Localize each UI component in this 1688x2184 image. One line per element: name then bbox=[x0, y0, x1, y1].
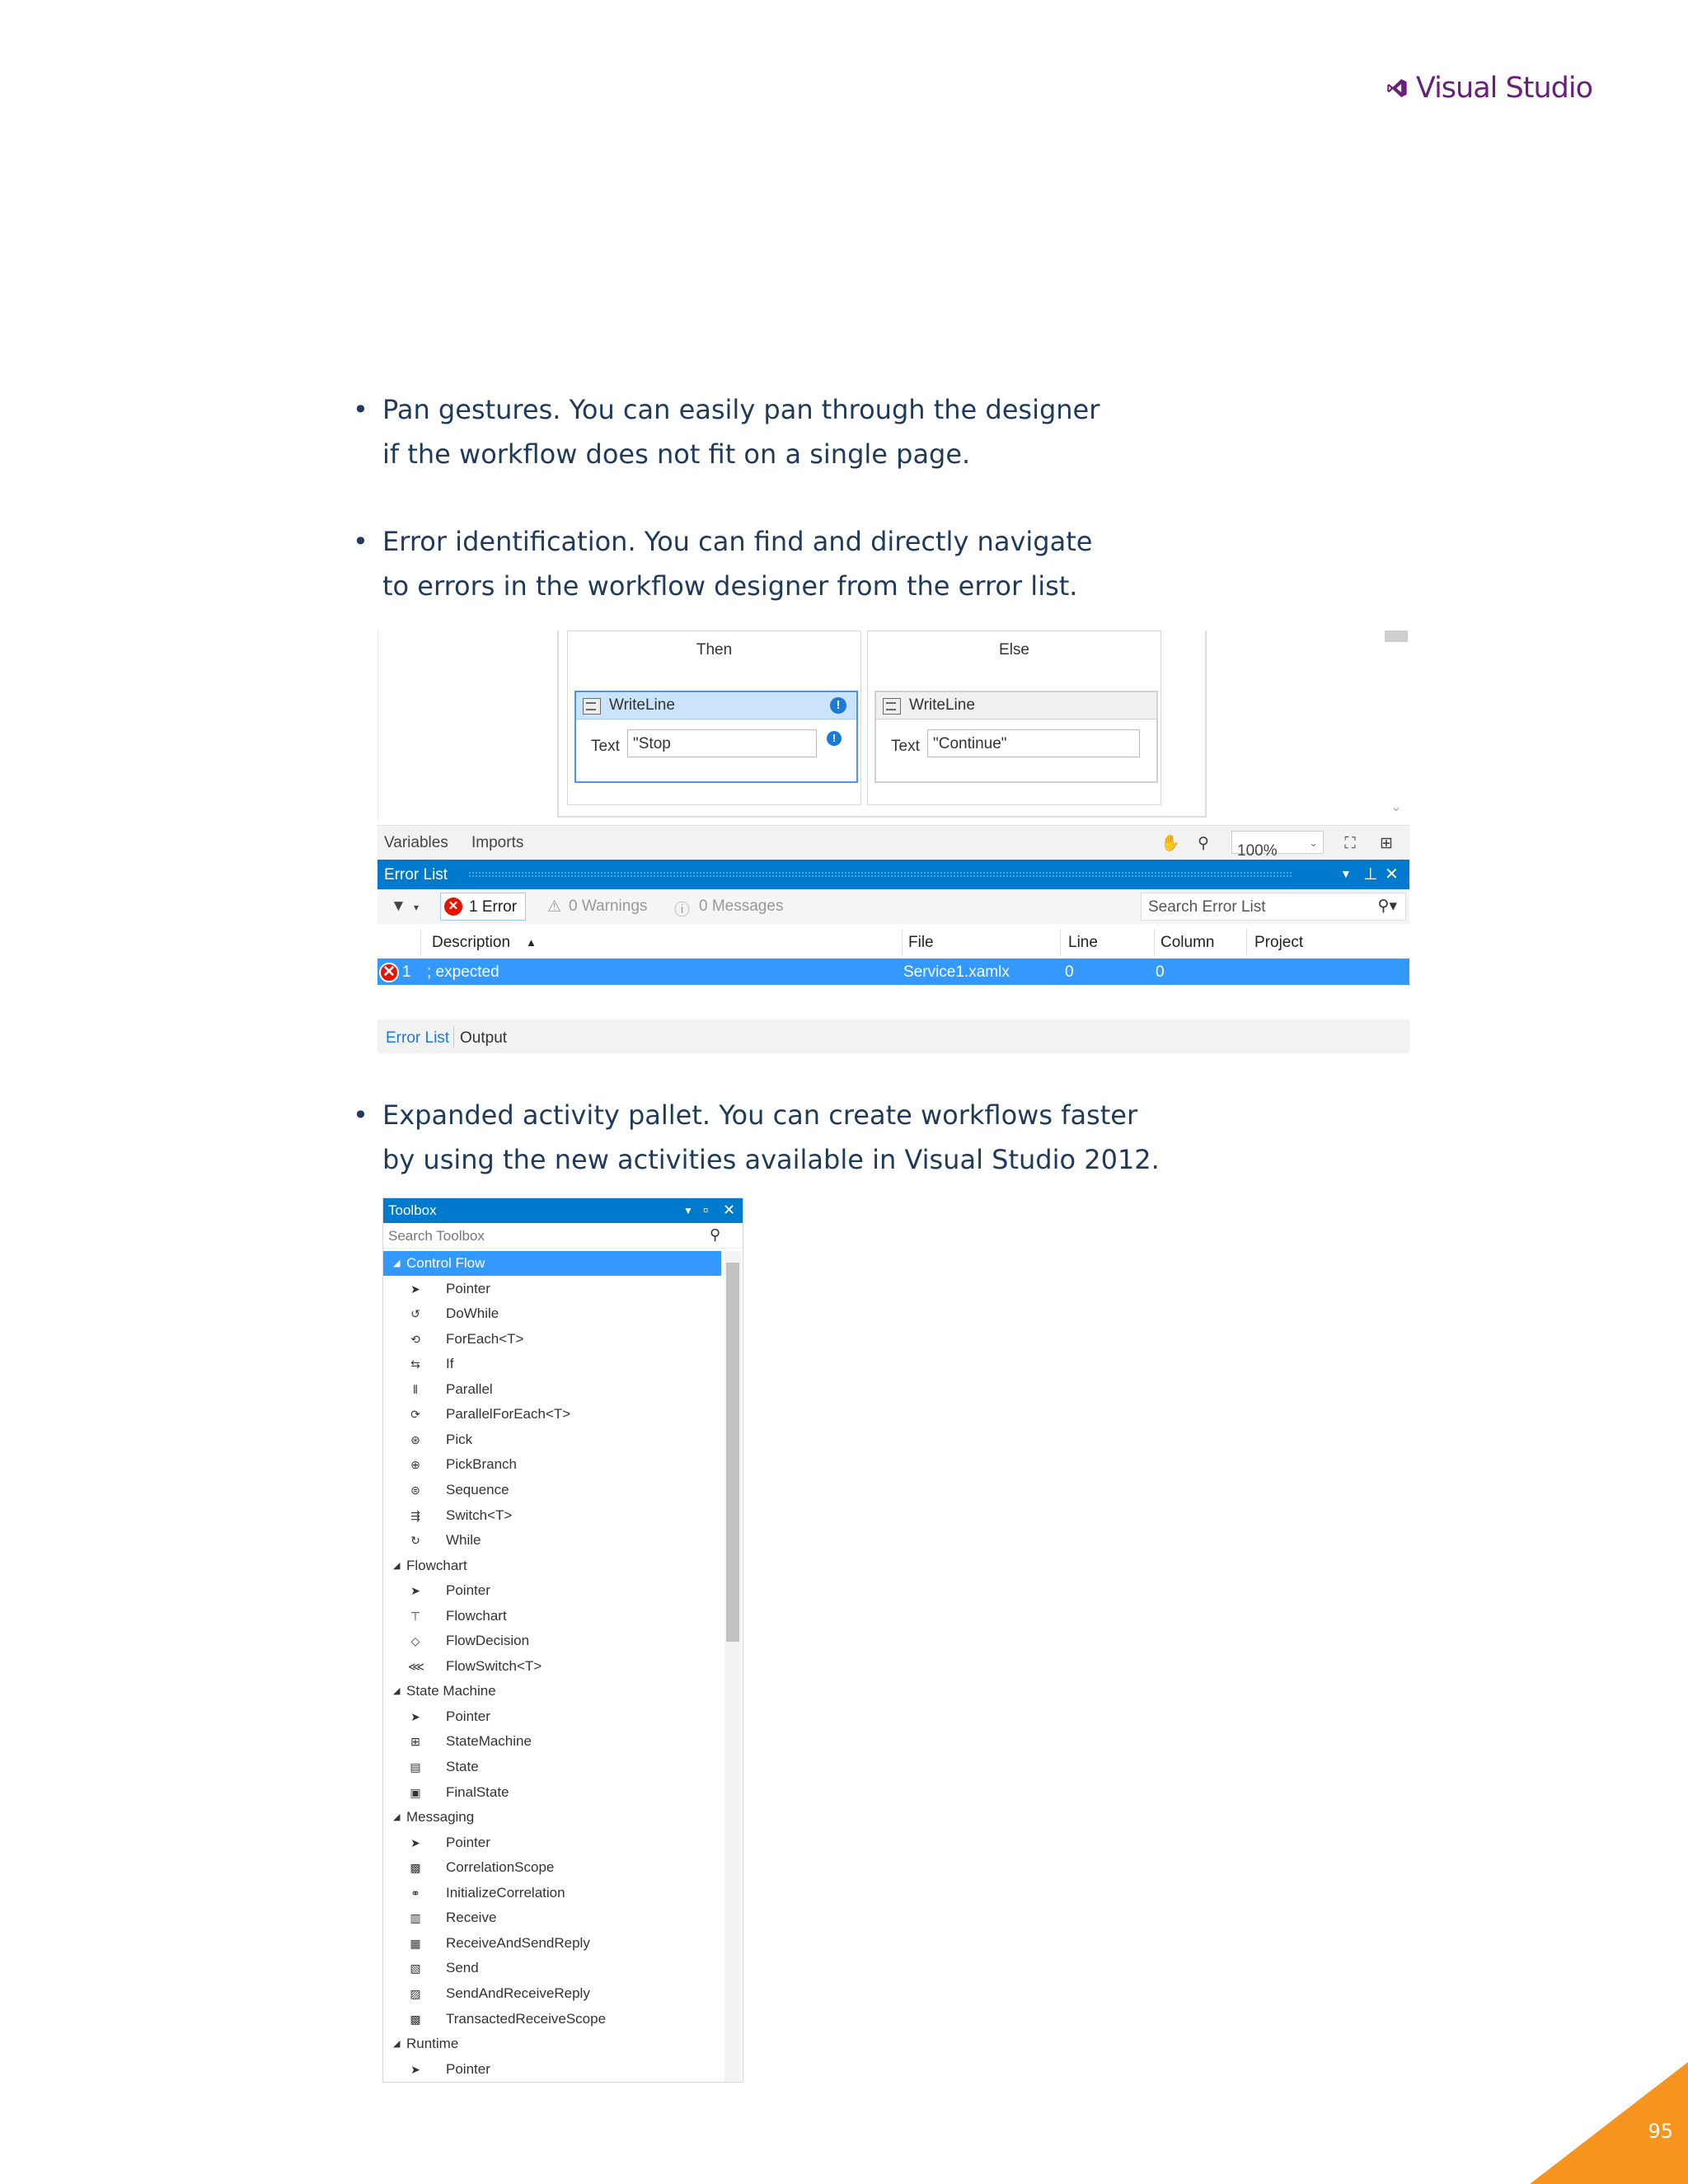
error-row[interactable] bbox=[377, 958, 1409, 985]
column-file[interactable]: File bbox=[908, 934, 934, 951]
expand-triangle-icon[interactable]: ◢ bbox=[393, 1812, 401, 1823]
toolbox-item[interactable] bbox=[383, 1301, 721, 1326]
dowhile-icon: ↺ bbox=[410, 1307, 420, 1321]
while-icon: ↻ bbox=[410, 1534, 420, 1548]
warning-icon: ⚠ bbox=[547, 898, 562, 916]
correlationscope-icon: ▩ bbox=[410, 1861, 421, 1875]
error-column: 0 bbox=[1156, 963, 1165, 981]
toolbox-search-input[interactable] bbox=[383, 1223, 743, 1249]
state-icon: ▤ bbox=[410, 1760, 421, 1774]
logo-text: Visual Studio bbox=[1415, 72, 1592, 105]
column-divider bbox=[902, 929, 903, 955]
column-divider bbox=[420, 929, 421, 955]
toolbox-item[interactable] bbox=[383, 2007, 721, 2032]
search-icon[interactable]: ⚲▾ bbox=[1377, 898, 1397, 915]
expand-triangle-icon[interactable]: ◢ bbox=[393, 2039, 401, 2050]
search-placeholder: Search Error List bbox=[1148, 898, 1266, 916]
toolbox-item[interactable] bbox=[383, 1956, 721, 1980]
toolbox-row-label: ReceiveAndSendReply bbox=[446, 1934, 590, 1951]
toolbox-item[interactable] bbox=[383, 1478, 721, 1502]
pin-icon[interactable]: ⊥ bbox=[1363, 865, 1378, 883]
toolbox-row-label: Receive bbox=[446, 1910, 497, 1926]
send-icon: ▧ bbox=[410, 1961, 421, 1975]
toolbox-item[interactable] bbox=[383, 1427, 721, 1452]
toolbox-row-label: FlowDecision bbox=[446, 1633, 530, 1649]
toolbox-category[interactable] bbox=[383, 2032, 721, 2056]
messages-filter-button[interactable]: 0 Messages bbox=[699, 898, 784, 915]
bullet-line: Pan gestures. You can easily pan through the designer bbox=[382, 394, 1100, 425]
toolbox-title: Toolbox bbox=[388, 1202, 437, 1218]
toolbox-item[interactable] bbox=[383, 1352, 721, 1376]
toolbox-row-label: If bbox=[446, 1356, 454, 1372]
foreach-icon: ⟲ bbox=[410, 1332, 420, 1346]
toolbox-item[interactable] bbox=[383, 1578, 721, 1603]
statemachine-icon: ⊞ bbox=[410, 1735, 420, 1749]
bullet-line: if the workflow does not fit on a single page. bbox=[382, 438, 971, 470]
receive-icon: ▥ bbox=[410, 1911, 421, 1925]
toolbox-item[interactable] bbox=[383, 1881, 721, 1905]
toolbox-item[interactable] bbox=[383, 2057, 721, 2082]
filter-icon[interactable]: ▼ bbox=[391, 898, 406, 915]
toolbox-row-label: Sequence bbox=[446, 1481, 509, 1497]
bullet-line: by using the new activities available in Visual Studio 2012. bbox=[382, 1144, 1160, 1175]
toolbox-item[interactable] bbox=[383, 1704, 721, 1729]
close-icon[interactable]: ✕ bbox=[1385, 865, 1399, 883]
toolbox-row-label: StateMachine bbox=[446, 1733, 532, 1750]
toolbox-row-label: Pointer bbox=[446, 1834, 490, 1850]
finalstate-icon: ▣ bbox=[410, 1785, 421, 1799]
validation-error-icon[interactable]: ! bbox=[830, 697, 846, 714]
toolbox-category[interactable] bbox=[383, 1554, 721, 1578]
search-icon[interactable]: ⚲ bbox=[710, 1226, 721, 1243]
expand-triangle-icon[interactable]: ◢ bbox=[393, 1560, 401, 1571]
flowchart-icon: ⊤ bbox=[410, 1609, 421, 1623]
zoom-value: 100% bbox=[1237, 842, 1278, 860]
workflow-designer-screenshot bbox=[377, 630, 1409, 1053]
writeline-icon bbox=[883, 698, 901, 715]
toolbox-row-label: InitializeCorrelation bbox=[446, 1884, 565, 1900]
toolbox-row-label: FinalState bbox=[446, 1783, 509, 1800]
bullet-dot: • bbox=[353, 394, 368, 425]
writeline-activity-else[interactable] bbox=[874, 691, 1158, 783]
tab-divider bbox=[453, 1026, 454, 1047]
toolbox-row-label: Control Flow bbox=[406, 1255, 485, 1271]
then-branch bbox=[567, 630, 861, 805]
column-column[interactable]: Column bbox=[1160, 934, 1215, 951]
toolbox-item[interactable] bbox=[383, 1277, 721, 1301]
tab-error-list[interactable]: Error List bbox=[386, 1029, 450, 1047]
toolbox-item[interactable] bbox=[383, 1452, 721, 1477]
transactedreceivescope-icon: ▩ bbox=[410, 2012, 421, 2026]
writeline-icon bbox=[583, 698, 601, 715]
toolbox-row-label: Flowchart bbox=[406, 1557, 467, 1573]
toolbox-row-label: Pick bbox=[446, 1431, 473, 1447]
errors-count-label: 1 Error bbox=[469, 898, 518, 916]
pointer-icon: ➤ bbox=[410, 1282, 420, 1296]
activity-title: WriteLine bbox=[909, 696, 975, 714]
filter-dropdown-icon[interactable]: ▾ bbox=[414, 902, 420, 913]
error-line: 0 bbox=[1065, 963, 1074, 981]
expand-triangle-icon[interactable]: ◢ bbox=[393, 1686, 401, 1697]
overview-map-icon[interactable]: ⊞ bbox=[1380, 835, 1393, 852]
column-divider bbox=[1154, 929, 1155, 955]
pointer-icon: ➤ bbox=[410, 2062, 420, 2076]
page-number: 95 bbox=[1648, 2120, 1673, 2143]
toolbox-item[interactable] bbox=[383, 1981, 721, 2006]
error-icon: ✕ bbox=[444, 898, 462, 916]
toolbox-row-label: While bbox=[446, 1532, 481, 1549]
scrollbar-thumb[interactable] bbox=[726, 1263, 739, 1642]
column-description[interactable]: Description bbox=[432, 934, 511, 951]
error-icon: ✕ bbox=[379, 963, 399, 982]
sort-ascending-icon: ▲ bbox=[526, 936, 537, 949]
pointer-icon: ➤ bbox=[410, 1709, 420, 1723]
bottom-tabs bbox=[377, 1019, 1409, 1053]
canvas-border bbox=[377, 630, 378, 820]
search-placeholder: Search Toolbox bbox=[388, 1228, 485, 1244]
text-field-input[interactable]: "Stop bbox=[627, 729, 817, 757]
maximize-icon[interactable]: ▫ bbox=[703, 1202, 709, 1218]
parallel-icon: ⫴ bbox=[413, 1382, 418, 1396]
bullet-dot: • bbox=[353, 526, 368, 557]
field-error-icon[interactable]: ! bbox=[827, 731, 842, 746]
toolbox-item[interactable] bbox=[383, 1905, 721, 1930]
toolbox-item[interactable] bbox=[383, 1755, 721, 1779]
toolbox-item[interactable] bbox=[383, 1327, 721, 1352]
pointer-icon: ➤ bbox=[410, 1835, 420, 1849]
text-field-label: Text bbox=[891, 738, 920, 755]
toolbox-row-label: Flowchart bbox=[446, 1607, 507, 1624]
error-description: ; expected bbox=[427, 963, 499, 981]
toolbox-row-label: Messaging bbox=[406, 1809, 475, 1825]
parallelforeach-icon: ⟳ bbox=[410, 1408, 420, 1422]
toolbox-row-label: FlowSwitch<T> bbox=[446, 1657, 542, 1674]
toolbox-row-label: TransactedReceiveScope bbox=[446, 2010, 607, 2027]
else-label: Else bbox=[999, 641, 1029, 658]
then-label: Then bbox=[696, 641, 733, 658]
visual-studio-logo-icon bbox=[1386, 69, 1408, 107]
switch-icon: ⇶ bbox=[410, 1508, 420, 1522]
bullet-expanded-activity-pallet bbox=[353, 1093, 1259, 1182]
pan-hand-icon[interactable]: ✋ bbox=[1160, 835, 1180, 852]
toolbox-row-label: Pointer bbox=[446, 1582, 490, 1599]
tab-variables[interactable]: Variables bbox=[384, 834, 448, 851]
flowswitch-icon: ⋘ bbox=[408, 1659, 424, 1673]
if-activity-container bbox=[557, 630, 1207, 818]
flowdecision-icon: ◇ bbox=[410, 1634, 420, 1648]
zoom-magnifier-icon[interactable]: ⚲ bbox=[1198, 835, 1209, 852]
toolbox-category[interactable] bbox=[383, 1251, 721, 1276]
column-line[interactable]: Line bbox=[1068, 934, 1098, 951]
toolbox-row-label: Pointer bbox=[446, 1280, 490, 1296]
if-icon: ⇆ bbox=[410, 1357, 420, 1371]
visual-studio-logo bbox=[1386, 68, 1592, 109]
bullet-line: Error identification. You can find and directly navigate bbox=[382, 526, 1093, 557]
bullet-line: Expanded activity pallet. You can create workflows faster bbox=[382, 1099, 1138, 1131]
titlebar-grip bbox=[468, 871, 1292, 878]
message-icon: ⓘ bbox=[674, 902, 691, 919]
toolbox-row-label: CorrelationScope bbox=[446, 1859, 555, 1876]
zoom-dropdown[interactable] bbox=[1231, 831, 1324, 860]
toolbox-item[interactable] bbox=[383, 1654, 721, 1679]
chevron-down-icon: ⌄ bbox=[1309, 837, 1318, 849]
toolbox-item[interactable] bbox=[383, 1629, 721, 1653]
toolbox-item[interactable] bbox=[383, 1503, 721, 1528]
search-error-list-input[interactable] bbox=[1141, 893, 1406, 921]
toolbox-row-label: ForEach<T> bbox=[446, 1330, 524, 1347]
bullet-error-identification bbox=[353, 519, 1259, 608]
bullet-dot: • bbox=[353, 1099, 368, 1131]
error-list-toolbar bbox=[377, 889, 1409, 924]
receiveandsendreply-icon: ▦ bbox=[410, 1936, 421, 1950]
toolbox-item[interactable] bbox=[383, 1780, 721, 1805]
toolbox-row-label: Send bbox=[446, 1960, 479, 1976]
designer-tabs-bar bbox=[377, 825, 1409, 859]
toolbox-category[interactable] bbox=[383, 1679, 721, 1704]
toolbox-item[interactable] bbox=[383, 1377, 721, 1402]
scroll-down-arrow-icon[interactable]: ⌄ bbox=[1390, 800, 1402, 814]
pickbranch-icon: ⊕ bbox=[410, 1458, 420, 1472]
toolbox-item[interactable] bbox=[383, 1931, 721, 1956]
writeline-activity-then[interactable] bbox=[574, 691, 858, 783]
toolbox-row-label: DoWhile bbox=[446, 1305, 499, 1322]
fit-to-screen-icon[interactable]: ⛶ bbox=[1344, 835, 1356, 852]
dropdown-arrow-icon[interactable]: ▼ bbox=[683, 1205, 693, 1216]
tab-imports[interactable]: Imports bbox=[471, 834, 524, 851]
text-field-label: Text bbox=[591, 738, 620, 755]
bullet-pan-gestures bbox=[353, 387, 1259, 476]
error-list-header bbox=[377, 926, 1409, 958]
initializecorrelation-icon: ⚭ bbox=[410, 1886, 420, 1900]
toolbox-item[interactable] bbox=[383, 1729, 721, 1754]
toolbox-row-label: Pointer bbox=[446, 1708, 490, 1724]
error-list-titlebar bbox=[377, 860, 1409, 889]
toolbox-row-label: Parallel bbox=[446, 1380, 493, 1397]
toolbox-row-label: Switch<T> bbox=[446, 1507, 513, 1523]
tab-output[interactable]: Output bbox=[460, 1029, 508, 1047]
error-row-number: 1 bbox=[402, 963, 411, 981]
toolbox-item[interactable] bbox=[383, 1830, 721, 1855]
designer-scrollbar[interactable] bbox=[1385, 630, 1408, 820]
toolbox-row-label: Pointer bbox=[446, 2060, 490, 2077]
column-divider bbox=[1246, 929, 1247, 955]
sequence-icon: ⊜ bbox=[410, 1483, 420, 1497]
activity-title: WriteLine bbox=[609, 696, 675, 714]
toolbox-titlebar bbox=[383, 1198, 743, 1223]
error-file: Service1.xamlx bbox=[903, 963, 1010, 981]
expand-triangle-icon[interactable]: ◢ bbox=[393, 1258, 401, 1268]
toolbox-category[interactable] bbox=[383, 1805, 721, 1830]
scrollbar-thumb[interactable] bbox=[1385, 630, 1408, 642]
close-icon[interactable]: ✕ bbox=[723, 1202, 736, 1218]
toolbox-row-label: State Machine bbox=[406, 1683, 496, 1699]
toolbox-item[interactable] bbox=[383, 1402, 721, 1427]
toolbox-list bbox=[383, 1251, 721, 2082]
error-list-title: Error List bbox=[384, 866, 448, 883]
text-field-input[interactable]: "Continue" bbox=[927, 729, 1140, 757]
toolbox-row-label: State bbox=[446, 1759, 479, 1774]
pointer-icon: ➤ bbox=[410, 1584, 420, 1598]
toolbox-screenshot bbox=[382, 1197, 743, 2083]
column-divider bbox=[1060, 929, 1061, 955]
toolbox-row-label: PickBranch bbox=[446, 1456, 517, 1473]
else-branch bbox=[867, 630, 1161, 805]
warnings-filter-button[interactable]: 0 Warnings bbox=[569, 898, 648, 915]
dropdown-arrow-icon[interactable]: ▼ bbox=[1340, 867, 1352, 880]
bullet-line: to errors in the workflow designer from the error list. bbox=[382, 570, 1078, 602]
column-project[interactable]: Project bbox=[1254, 934, 1304, 951]
toolbox-row-label: ParallelForEach<T> bbox=[446, 1406, 571, 1422]
toolbox-item[interactable] bbox=[383, 1855, 721, 1880]
pick-icon: ⊛ bbox=[410, 1432, 420, 1446]
toolbox-item[interactable] bbox=[383, 1528, 721, 1553]
toolbox-item[interactable] bbox=[383, 1604, 721, 1629]
errors-filter-button[interactable] bbox=[440, 893, 526, 921]
sendandreceivereply-icon: ▨ bbox=[410, 1986, 421, 2000]
toolbox-row-label: Runtime bbox=[406, 2036, 459, 2052]
toolbox-row-label: SendAndReceiveReply bbox=[446, 1985, 590, 2001]
